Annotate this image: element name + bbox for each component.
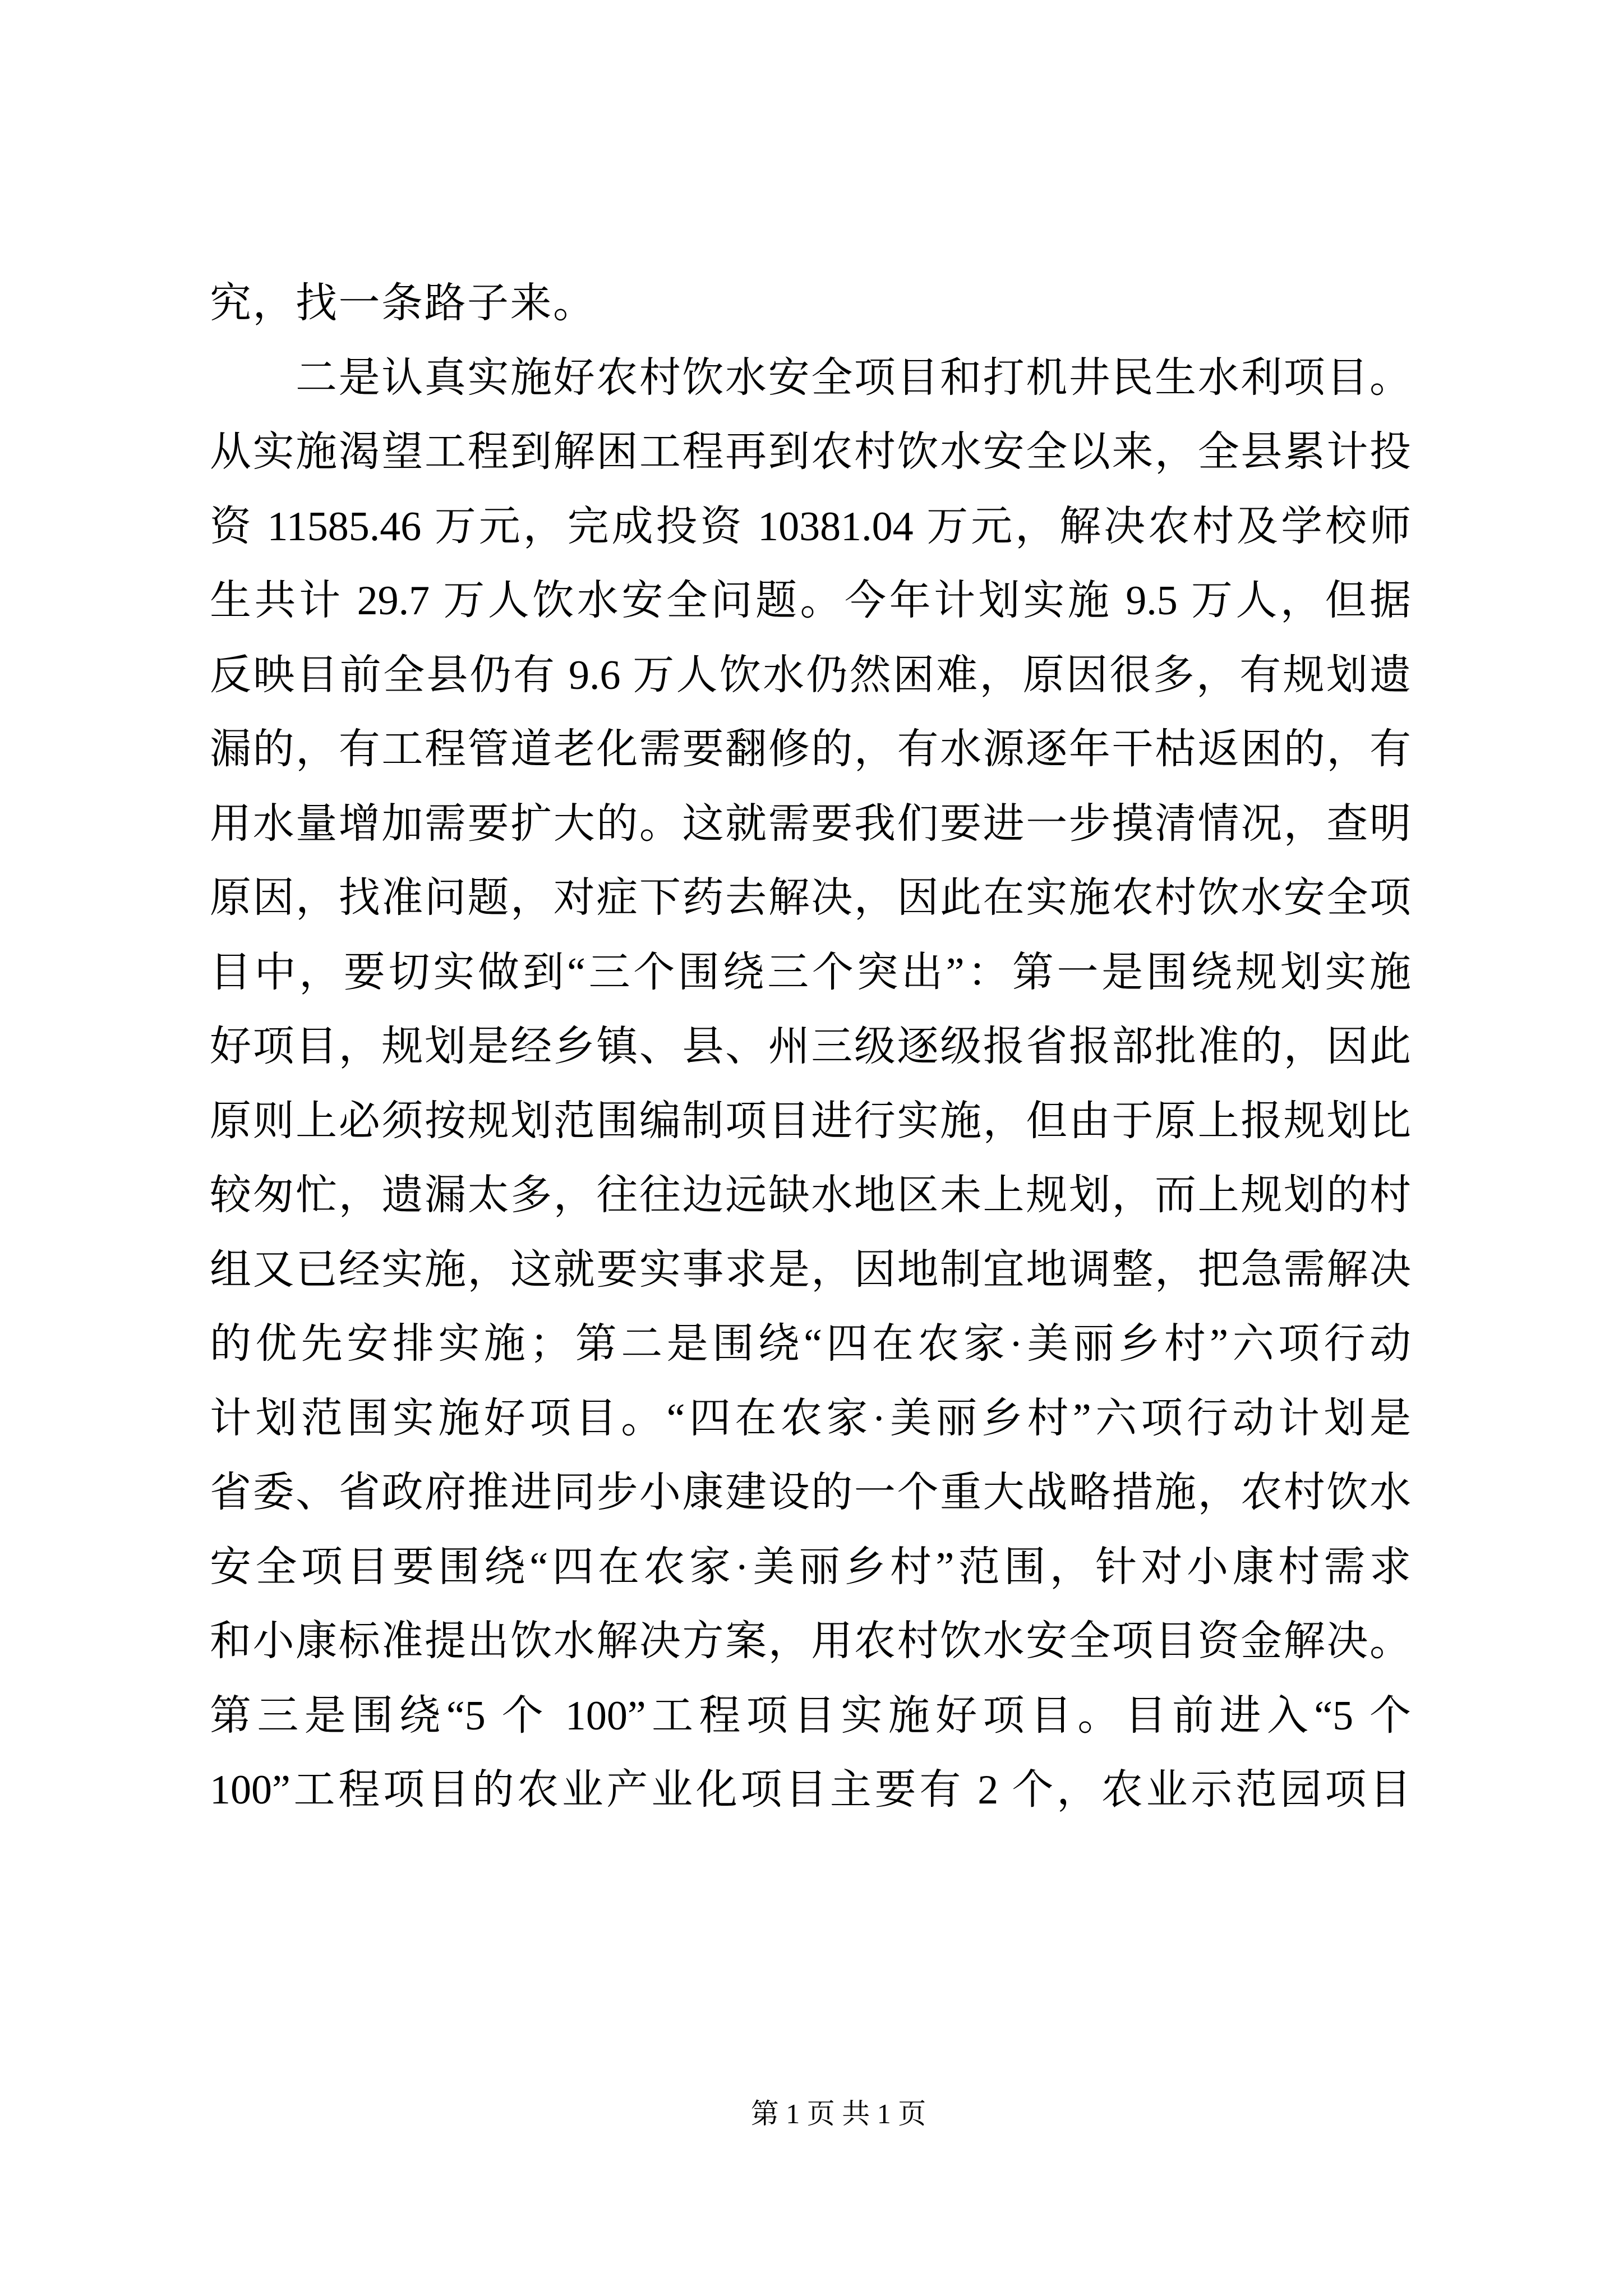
text-line: 用水量增加需要扩大的。这就需要我们要进一步摸清情况，查明 xyxy=(210,800,1411,847)
text-line: 的优先安排实施；第二是围绕“四在农家·美丽乡村”六项行动 xyxy=(210,1321,1411,1367)
text-line: 和小康标准提出饮水解决方案，用农村饮水安全项目资金解决。 xyxy=(210,1618,1411,1664)
text-line: 100”工程项目的农业产业化项目主要有 2 个，农业示范园项目 xyxy=(210,1767,1411,1813)
page-footer: 第 1 页 共 1 页 xyxy=(750,2098,926,2129)
text-line: 资 11585.46 万元，完成投资 10381.04 万元，解决农村及学校师 xyxy=(210,503,1411,550)
text-line: 计划范围实施好项目。“四在农家·美丽乡村”六项行动计划是 xyxy=(210,1395,1411,1442)
paragraph-2 xyxy=(210,341,1411,1828)
text-line: 安全项目要围绕“四在农家·美丽乡村”范围，针对小康村需求 xyxy=(210,1544,1411,1590)
text-line: 原因，找准问题，对症下药去解决，因此在实施农村饮水安全项 xyxy=(210,875,1411,921)
text-line: 原则上必须按规划范围编制项目进行实施，但由于原上报规划比 xyxy=(210,1098,1411,1144)
text-line: 二是认真实施好农村饮水安全项目和打机井民生水利项目。 xyxy=(296,355,1411,401)
text-line: 第三是围绕“5 个 100”工程项目实施好项目。目前进入“5 个 xyxy=(210,1692,1411,1739)
text-line: 好项目，规划是经乡镇、县、州三级逐级报省报部批准的，因此 xyxy=(210,1024,1411,1070)
text-line: 省委、省政府推进同步小康建设的一个重大战略措施，农村饮水 xyxy=(210,1470,1411,1516)
text-line: 从实施渴望工程到解困工程再到农村饮水安全以来，全县累计投 xyxy=(210,429,1411,475)
document-body xyxy=(210,266,1411,1828)
text-line: 目中，要切实做到“三个围绕三个突出”：第一是围绕规划实施 xyxy=(210,949,1411,996)
text-line: 较匆忙，遗漏太多，往往边远缺水地区未上规划，而上规划的村 xyxy=(210,1172,1411,1218)
text-line: 组又已经实施，这就要实事求是，因地制宜地调整，把急需解决 xyxy=(210,1246,1411,1293)
text-line: 漏的，有工程管道老化需要翻修的，有水源逐年干枯返困的，有 xyxy=(210,726,1411,772)
text-line: 反映目前全县仍有 9.6 万人饮水仍然困难，原因很多，有规划遗 xyxy=(210,652,1411,698)
paragraph-1 xyxy=(210,266,1411,341)
text-line: 究，找一条路子来。 xyxy=(210,280,596,326)
text-line: 生共计 29.7 万人饮水安全问题。今年计划实施 9.5 万人，但据 xyxy=(210,578,1411,624)
